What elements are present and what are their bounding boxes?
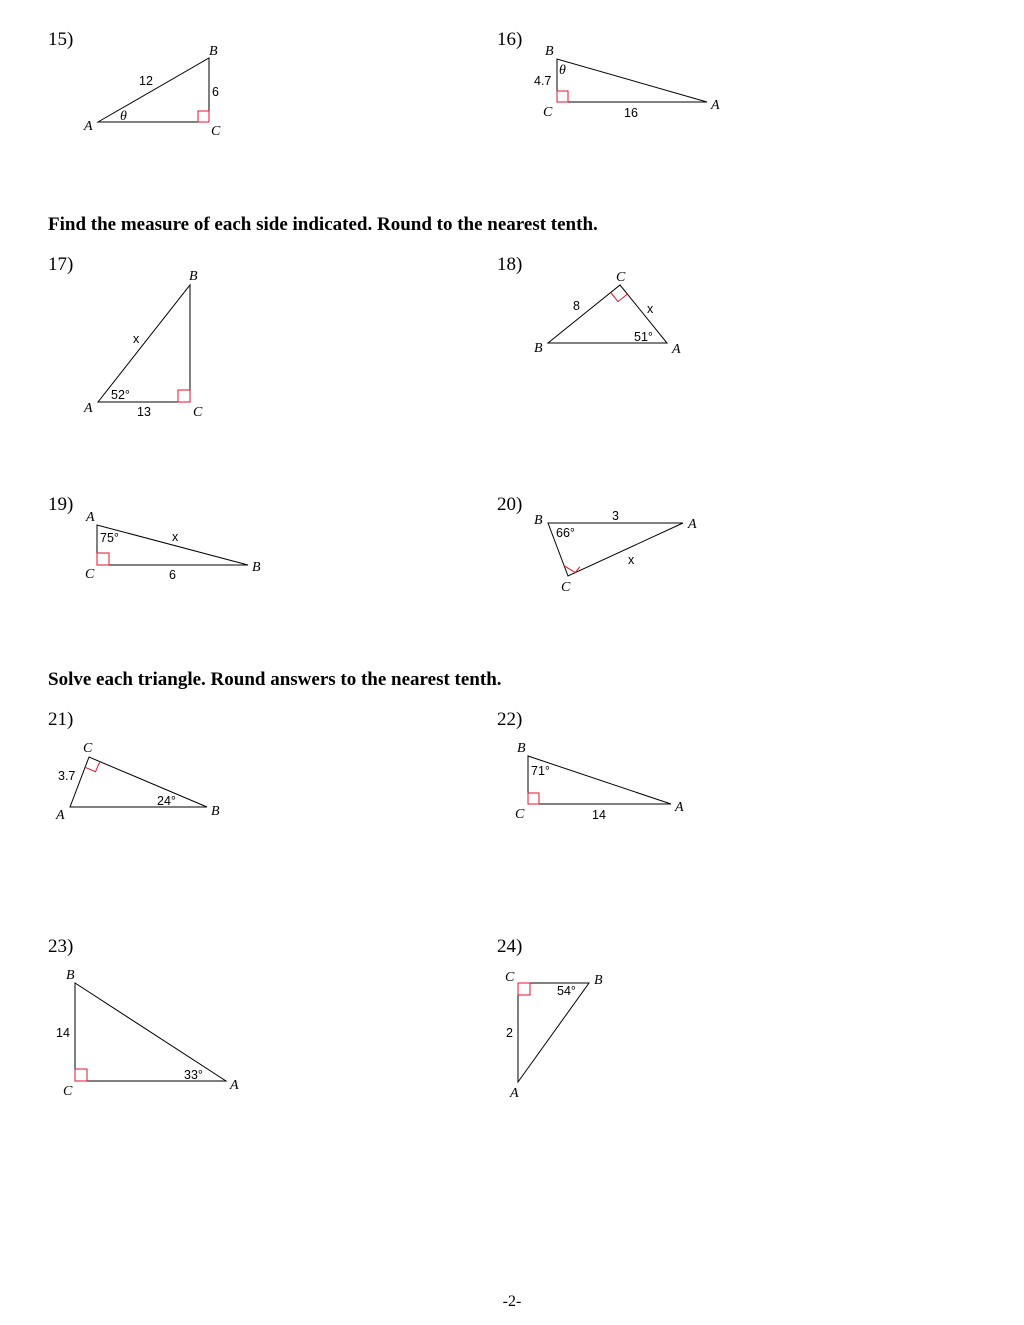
- angle-label: 51°: [634, 330, 653, 344]
- side-label-hypotenuse: 3: [612, 509, 619, 523]
- vertex-label-a: A: [672, 342, 681, 357]
- vertex-label-b: B: [189, 269, 198, 284]
- vertex-label-a: A: [84, 119, 93, 134]
- side-label-bc: 14: [56, 1026, 70, 1040]
- vertex-label-c: C: [83, 741, 93, 756]
- vertex-label-c: C: [561, 580, 571, 595]
- angle-label: θ: [559, 63, 566, 78]
- triangle-20: [534, 509, 697, 595]
- right-angle-marker-16: [557, 91, 568, 102]
- side-label-hypotenuse: x: [133, 332, 140, 346]
- vertex-label-c: C: [616, 270, 626, 285]
- side-label-ca: x: [647, 302, 654, 316]
- vertex-label-b: B: [517, 741, 526, 756]
- side-label-cb: 6: [169, 568, 176, 582]
- vertex-label-b: B: [211, 804, 220, 819]
- right-angle-marker-17: [178, 390, 190, 402]
- vertex-label-c: C: [543, 105, 553, 120]
- problem-number-19: 19): [48, 494, 74, 515]
- angle-label: 75°: [100, 531, 119, 545]
- vertex-label-b: B: [594, 973, 603, 988]
- angle-label: 33°: [184, 1068, 203, 1082]
- side-label-ca: x: [628, 553, 635, 567]
- side-label-bc: 6: [212, 85, 219, 99]
- side-label-bc: 8: [573, 299, 580, 313]
- triangle-16-outline: [557, 59, 707, 102]
- side-label-hypotenuse: x: [172, 530, 179, 544]
- angle-label: 66°: [556, 526, 575, 540]
- vertex-label-b: B: [252, 560, 261, 575]
- vertex-label-c: C: [63, 1084, 73, 1099]
- right-angle-marker-19: [97, 553, 109, 565]
- triangle-15: [83, 44, 221, 139]
- vertex-label-a: A: [230, 1078, 239, 1093]
- triangle-18: [534, 270, 681, 357]
- problem-number-23: 23): [48, 936, 74, 957]
- problem-number-16: 16): [497, 29, 523, 50]
- vertex-label-c: C: [505, 970, 515, 985]
- triangle-17: [83, 269, 203, 420]
- side-label-ac: 13: [137, 405, 151, 419]
- triangle-23-outline: [75, 983, 226, 1081]
- side-label-ca: 2: [506, 1026, 513, 1040]
- angle-label: 24°: [157, 794, 176, 808]
- right-angle-marker-18: [611, 293, 628, 302]
- vertex-label-a: A: [56, 808, 65, 823]
- vertex-label-b: B: [534, 341, 543, 356]
- triangle-24: [505, 970, 603, 1101]
- vertex-label-a: A: [510, 1086, 519, 1101]
- vertex-label-a: A: [688, 517, 697, 532]
- right-angle-marker-23: [75, 1069, 87, 1081]
- problem-number-22: 22): [497, 709, 523, 730]
- triangle-15-outline: [98, 58, 209, 122]
- right-angle-marker-22: [528, 793, 539, 804]
- vertex-label-c: C: [193, 405, 203, 420]
- problem-number-18: 18): [497, 254, 523, 275]
- problem-number-21: 21): [48, 709, 74, 730]
- triangle-23: [56, 968, 239, 1099]
- side-label-ca: 16: [624, 106, 638, 120]
- vertex-label-a: A: [86, 510, 95, 525]
- side-label-hypotenuse: 12: [139, 74, 153, 88]
- side-label-bc: 4.7: [534, 74, 552, 88]
- angle-label: θ: [120, 109, 127, 124]
- vertex-label-c: C: [211, 124, 221, 139]
- angle-label: 71°: [531, 764, 550, 778]
- vertex-label-b: B: [534, 513, 543, 528]
- triangle-24-outline: [518, 983, 589, 1082]
- triangle-22: [515, 741, 684, 822]
- right-angle-marker-24: [518, 983, 530, 995]
- section-heading-solve: Solve each triangle. Round answers to the nearest tenth.: [48, 669, 502, 690]
- triangle-21: [55, 741, 220, 823]
- vertex-label-a: A: [711, 98, 720, 113]
- vertex-label-a: A: [675, 800, 684, 815]
- section-heading-find-sides: Find the measure of each side indicated. Round to the nearest tenth.: [48, 214, 598, 235]
- right-angle-marker-21: [85, 762, 100, 772]
- triangle-21-outline: [70, 757, 207, 807]
- vertex-label-c: C: [85, 567, 95, 582]
- triangle-19: [85, 510, 261, 582]
- problem-number-20: 20): [497, 494, 523, 515]
- side-label-ca: 14: [592, 808, 606, 822]
- side-label-ac: 3.7: [58, 769, 76, 783]
- problem-number-17: 17): [48, 254, 74, 275]
- vertex-label-b: B: [209, 44, 218, 59]
- triangle-17-outline: [98, 285, 190, 402]
- vertex-label-b: B: [545, 44, 554, 59]
- triangle-16: [534, 44, 720, 120]
- angle-label: 52°: [111, 388, 130, 402]
- vertex-label-c: C: [515, 807, 525, 822]
- right-angle-marker-15: [198, 111, 209, 122]
- vertex-label-b: B: [66, 968, 75, 983]
- angle-label: 54°: [557, 984, 576, 998]
- problem-number-24: 24): [497, 936, 523, 957]
- page-number: -2-: [502, 1293, 522, 1310]
- vertex-label-a: A: [84, 401, 93, 416]
- problem-number-15: 15): [48, 29, 74, 50]
